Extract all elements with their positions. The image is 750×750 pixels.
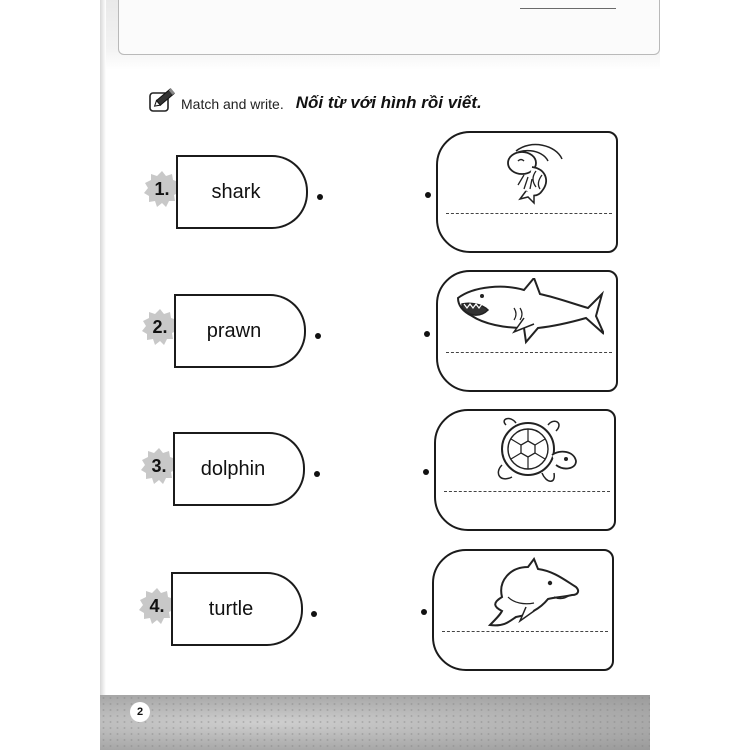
- picture-card: [436, 131, 618, 253]
- dolphin-icon: [480, 557, 584, 631]
- picture-card: [432, 549, 614, 671]
- pencil-icon: [147, 87, 175, 115]
- footer-band: [100, 695, 650, 750]
- match-dot-left[interactable]: [317, 194, 323, 200]
- instruction: [147, 86, 482, 116]
- item-number: 3.: [151, 456, 167, 476]
- instruction-english: Match and write.: [181, 96, 284, 112]
- writing-line[interactable]: [446, 213, 612, 214]
- picture-card: [436, 270, 618, 392]
- match-dot-left[interactable]: [315, 333, 321, 339]
- word-label: turtle: [208, 598, 254, 620]
- writing-line[interactable]: [444, 491, 610, 492]
- match-dot-right[interactable]: [421, 609, 427, 615]
- page-edge-shadow: [100, 0, 106, 750]
- match-dot-left[interactable]: [311, 611, 317, 617]
- prawn-icon: [496, 141, 576, 209]
- word-box: [173, 432, 305, 506]
- answer-line: [520, 8, 616, 9]
- match-dot-right[interactable]: [423, 469, 429, 475]
- word-box: [176, 155, 308, 229]
- word-label: prawn: [206, 320, 262, 342]
- writing-line[interactable]: [446, 352, 612, 353]
- word-label: dolphin: [200, 458, 266, 480]
- writing-line[interactable]: [442, 631, 608, 632]
- word-label: shark: [211, 181, 261, 203]
- shark-icon: [454, 278, 604, 350]
- word-box: [174, 294, 306, 368]
- turtle-icon: [490, 415, 580, 491]
- word-box: [171, 572, 303, 646]
- item-number: 4.: [149, 596, 165, 616]
- match-dot-left[interactable]: [314, 471, 320, 477]
- instruction-vietnamese: Nối từ với hình rồi viết.: [295, 92, 482, 112]
- item-number: 2.: [152, 317, 168, 337]
- item-number: 1.: [154, 179, 170, 199]
- footer-texture: [100, 695, 650, 750]
- picture-card: [434, 409, 616, 531]
- page-number: 2: [130, 702, 150, 722]
- match-dot-right[interactable]: [424, 331, 430, 337]
- match-dot-right[interactable]: [425, 192, 431, 198]
